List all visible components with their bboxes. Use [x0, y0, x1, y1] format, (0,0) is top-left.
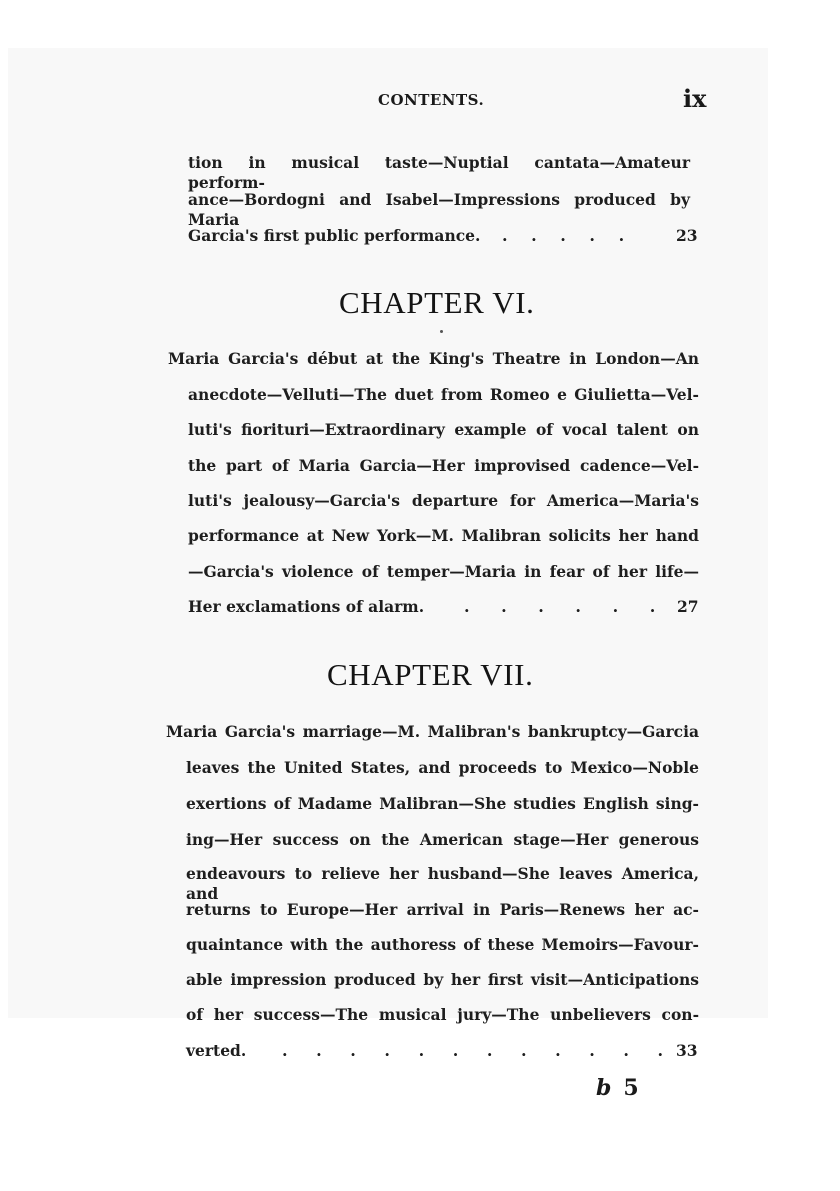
summary-line: endeavours to relieve her husband—She leaves America, and [186, 864, 699, 903]
summary-line: quaintance with the authoress of these Memoirs—Favour- [186, 935, 699, 954]
summary-line: returns to Europe—Her arrival in Paris—Renews her ac- [186, 900, 699, 919]
summary-line: anecdote—Velluti—The duet from Romeo e Giulietta—Vel- [188, 385, 699, 404]
running-header-page-number: ix [683, 84, 707, 113]
summary-line: Maria Garcia's début at the King's Theatre in London—An [168, 349, 699, 368]
summary-line: leaves the United States, and proceeds to Mexico—Noble [186, 758, 699, 777]
entry-line: tion in musical taste—Nuptial cantata—Amateur perform- [188, 153, 690, 192]
summary-line: ing—Her success on the American stage—Her generous [186, 830, 699, 849]
dot-leader: . . . . . . [464, 597, 656, 616]
signature-mark [596, 1075, 639, 1101]
dot-leader: . . . . . [502, 226, 625, 245]
entry-line: ance—Bordogni and Isabel—Impressions produced by Maria [188, 190, 690, 229]
signature-number: 5 [623, 1075, 639, 1101]
running-header-title: CONTENTS. [378, 91, 485, 109]
summary-line: able impression produced by her first visit—Anticipations [186, 970, 699, 989]
summary-line: Maria Garcia's marriage—M. Malibran's bankruptcy—Garcia [166, 722, 699, 741]
chapter-vi-page-number: 27 [677, 597, 699, 616]
chapter-vii-page-number: 33 [676, 1041, 698, 1060]
chapter-heading: CHAPTER VII. [327, 657, 534, 692]
summary-line: exertions of Madame Malibran—She studies English sing- [186, 794, 699, 813]
ornament-dot [440, 330, 443, 333]
entry-page-number: 23 [676, 226, 698, 245]
summary-line: luti's jealousy—Garcia's departure for America—Maria's [188, 491, 699, 510]
summary-line: the part of Maria Garcia—Her improvised cadence—Vel- [188, 456, 699, 475]
summary-line: of her success—The musical jury—The unbelievers con- [186, 1005, 699, 1024]
dot-leader: . . . . . . . . . . . . [282, 1041, 664, 1060]
summary-line: luti's fioriturі—Extraordinary example of vocal talent on [188, 420, 699, 439]
entry-line: Garcia's first public performance. [188, 226, 481, 245]
chapter-heading: CHAPTER VI. [339, 285, 535, 320]
summary-line: Her exclamations of alarm. [188, 597, 425, 616]
summary-line: performance at New York—M. Malibran solicits her hand [188, 526, 699, 545]
signature-letter: b [596, 1075, 612, 1101]
summary-line: verted. [186, 1041, 247, 1060]
summary-line: —Garcia's violence of temper—Maria in fear of her life— [188, 562, 699, 581]
